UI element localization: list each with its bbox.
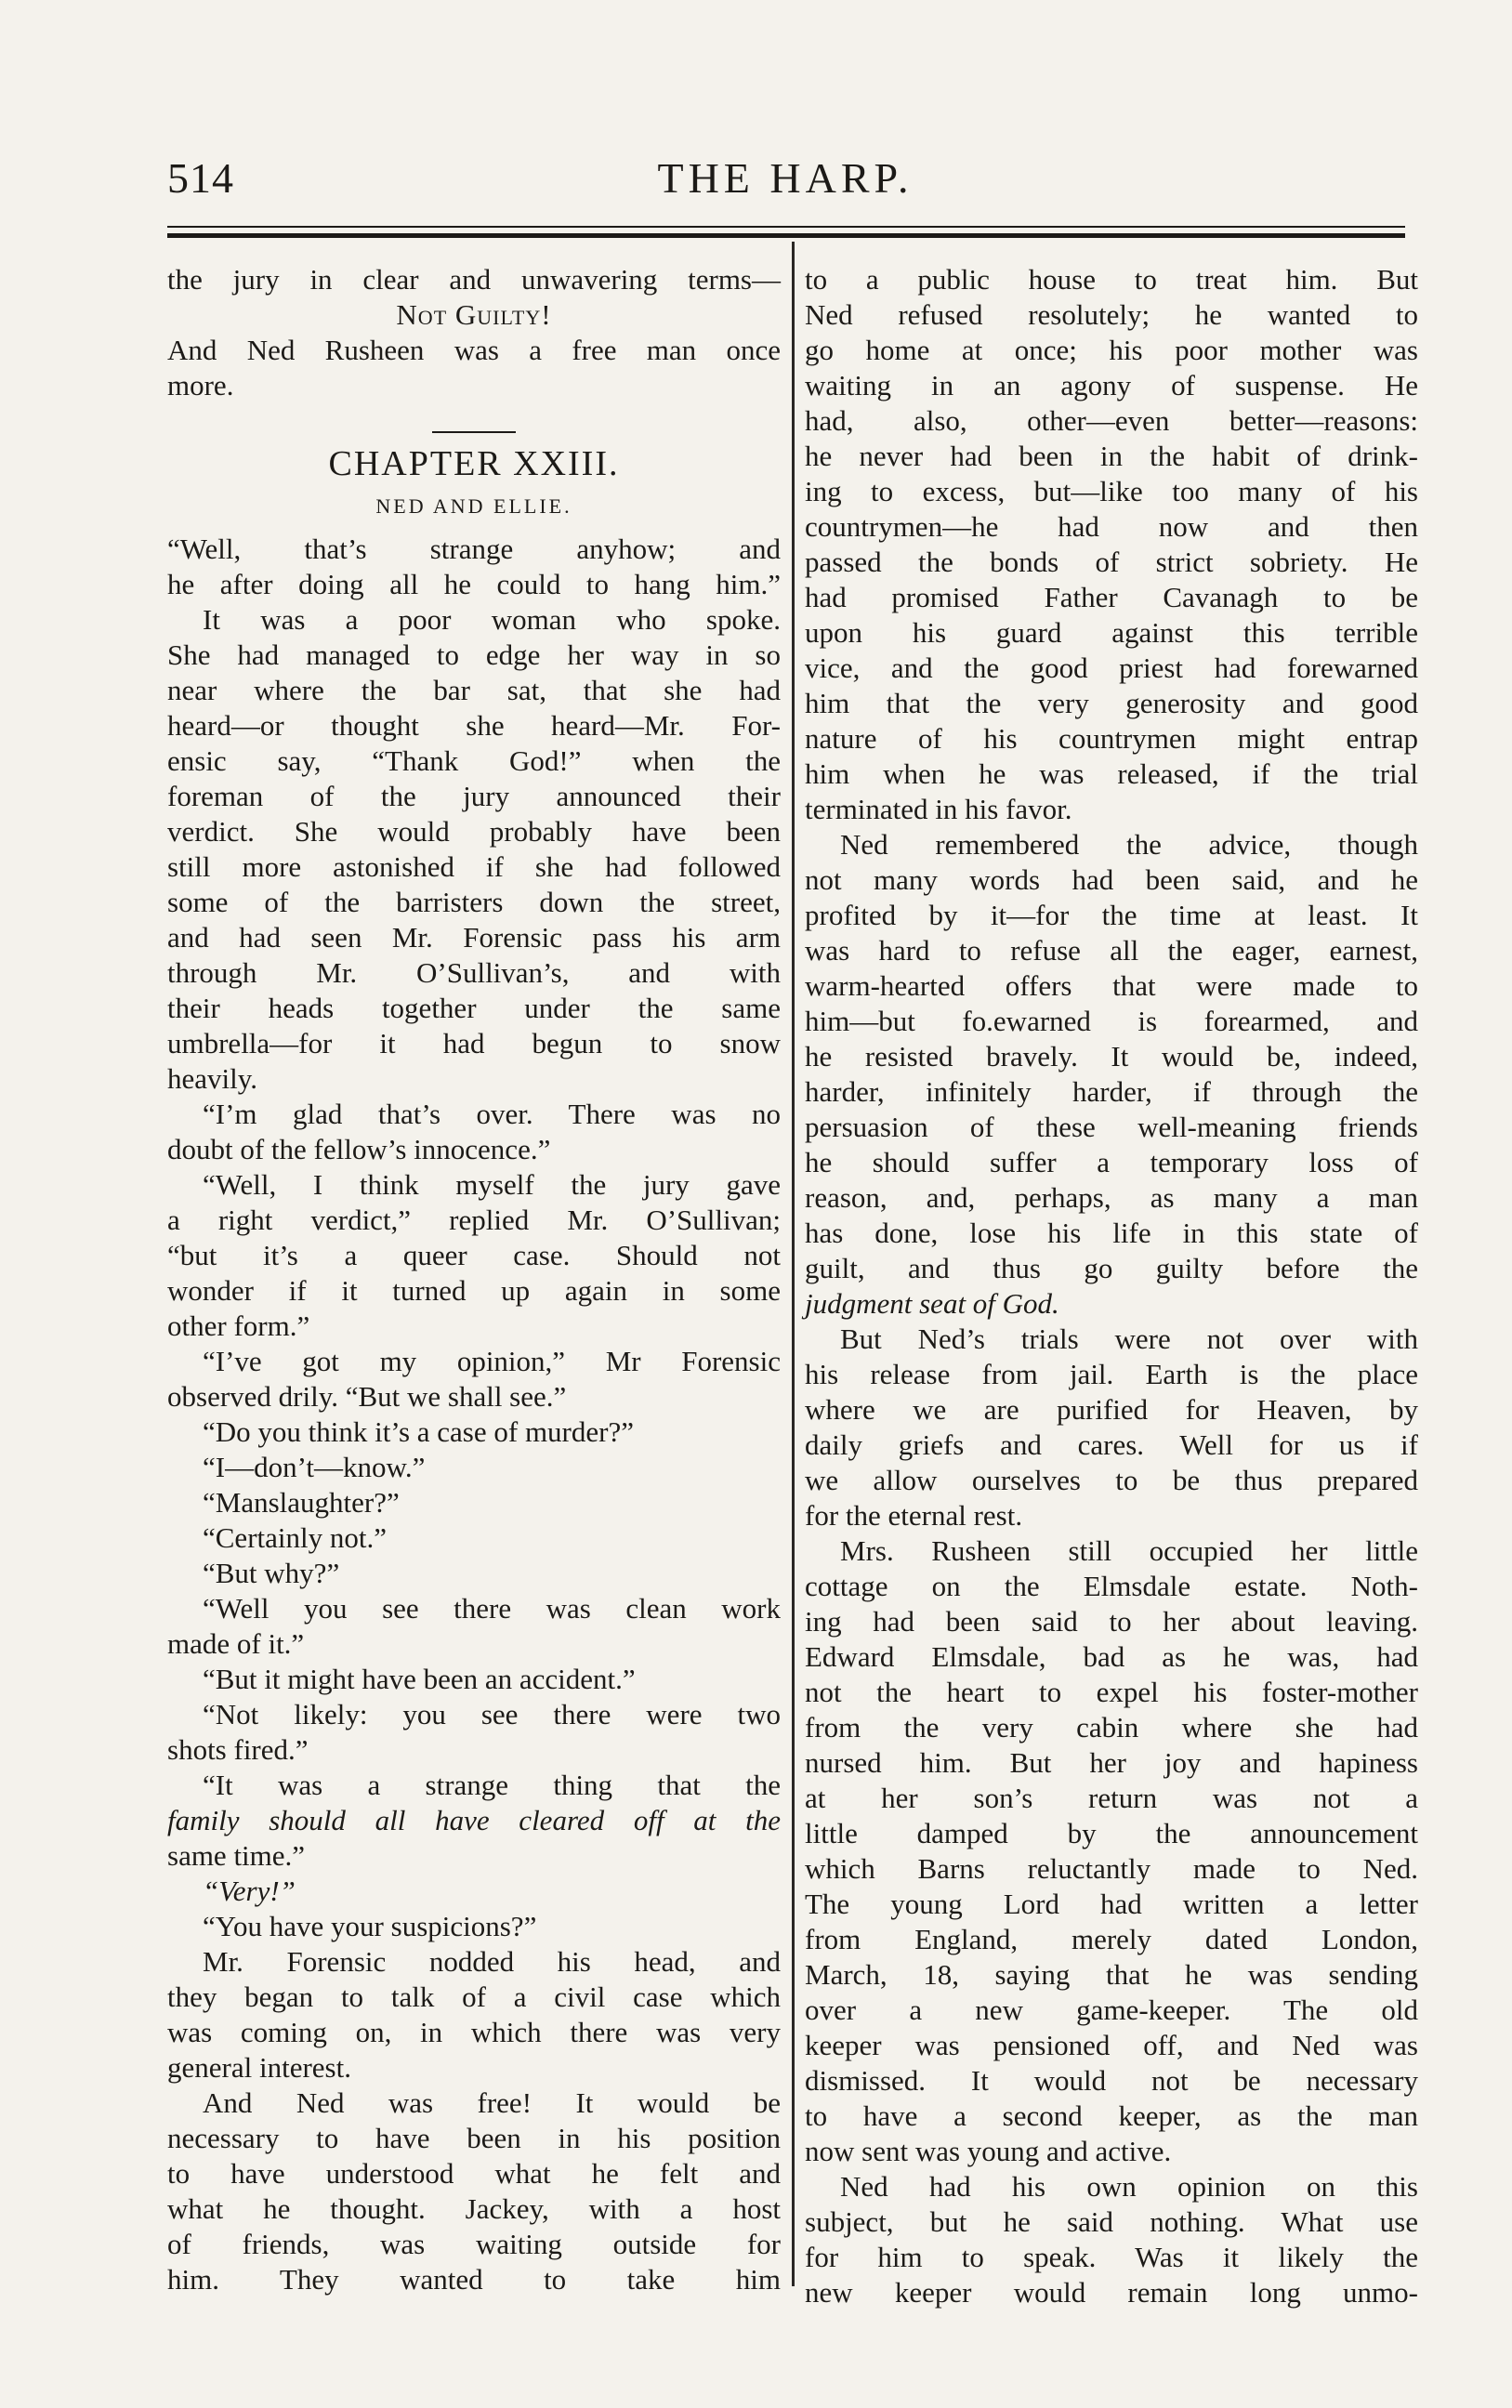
text-line: other form.”: [167, 1309, 310, 1342]
text-line: near where the bar sat, that she had: [167, 674, 781, 706]
left-column: [167, 262, 781, 2297]
text-line: “I’m glad that’s over. There was no: [203, 1098, 781, 1130]
column-divider: [792, 242, 795, 2286]
text-line: harder, infinitely harder, if through the: [805, 1075, 1418, 1108]
text-line: and had seen Mr. Forensic pass his arm: [167, 921, 781, 954]
text-line: him. They wanted to take him: [167, 2263, 781, 2296]
text-line: “But it might have been an accident.”: [203, 1663, 636, 1695]
header-rule-thick: [167, 233, 1405, 238]
text-line: him—but fo.ewarned is forearmed, and: [805, 1005, 1418, 1037]
text-line: necessary to have been in his position: [167, 2122, 781, 2154]
text-line: for the eternal rest.: [805, 1499, 1023, 1532]
text-line: daily griefs and cares. Well for us if: [805, 1428, 1418, 1461]
text-line: little damped by the announcement: [805, 1817, 1418, 1849]
text-line: “I’ve got my opinion,” Mr Forensic: [203, 1345, 781, 1377]
text-line: not many words had been said, and he: [805, 863, 1418, 896]
text-line: But Ned’s trials were not over with: [840, 1322, 1418, 1355]
text-line: The young Lord had written a letter: [805, 1888, 1418, 1920]
text-line: new keeper would remain long unmo-: [805, 2276, 1418, 2309]
text-line: wonder if it turned up again in some: [167, 1274, 781, 1307]
text-line: their heads together under the same: [167, 992, 781, 1024]
text-line: some of the barristers down the street,: [167, 886, 781, 918]
text-line: general interest.: [167, 2051, 351, 2084]
text-line: he should suffer a temporary loss of: [805, 1146, 1418, 1178]
text-line: he resisted bravely. It would be, indeed,: [805, 1040, 1418, 1072]
text-line: we allow ourselves to be thus prepared: [805, 1464, 1418, 1496]
text-line: “but it’s a queer case. Should not: [167, 1239, 781, 1271]
text-line: the jury in clear and unwavering terms—: [167, 263, 781, 296]
text-line: was coming on, in which there was very: [167, 2016, 781, 2048]
text-line: him that the very generosity and good: [805, 687, 1418, 719]
text-line: vice, and the good priest had forewarned: [805, 651, 1418, 684]
text-line: “Well you see there was clean work: [203, 1592, 781, 1625]
text-line: passed the bonds of strict sobriety. He: [805, 546, 1418, 578]
page-header: [167, 153, 1403, 218]
text-line: Mrs. Rusheen still occupied her little: [840, 1534, 1418, 1567]
text-line: dismissed. It would not be necessary: [805, 2064, 1418, 2097]
text-line: for him to speak. Was it likely the: [805, 2241, 1418, 2273]
text-line: what he thought. Jackey, with a host: [167, 2192, 781, 2225]
text-line: a right verdict,” replied Mr. O’Sullivan;: [167, 1204, 781, 1236]
text-line: heavily.: [167, 1062, 257, 1095]
text-line: family should all have cleared off at the: [167, 1804, 781, 1836]
text-line: they began to talk of a civil case which: [167, 1980, 781, 2013]
text-line: umbrella—for it had begun to snow: [167, 1027, 781, 1059]
text-line: And Ned was free! It would be: [203, 2086, 781, 2119]
text-line: where we are purified for Heaven, by: [805, 1393, 1418, 1426]
text-line: through Mr. O’Sullivan’s, and with: [167, 956, 781, 989]
text-line: countrymen—he had now and then: [805, 510, 1418, 543]
text-line: from England, merely dated London,: [805, 1923, 1418, 1955]
text-line: “Certainly not.”: [203, 1521, 387, 1554]
text-line: not the heart to expel his foster-mother: [805, 1676, 1418, 1708]
text-line: persuasion of these well-meaning friends: [805, 1111, 1418, 1143]
text-line: “Manslaughter?”: [203, 1486, 400, 1519]
text-line: to have a second keeper, as the man: [805, 2099, 1418, 2132]
text-line: It was a poor woman who spoke.: [203, 603, 781, 636]
text-line: heard—or thought she heard—Mr. For-: [167, 709, 781, 742]
text-line: of friends, was waiting outside for: [167, 2228, 781, 2260]
text-line: was hard to refuse all the eager, earnest,: [805, 934, 1418, 967]
text-line: foreman of the jury announced their: [167, 780, 781, 812]
text-line: he never had been in the habit of drink-: [805, 440, 1418, 472]
text-line: “Do you think it’s a case of murder?”: [203, 1415, 634, 1448]
chapter-rule: [432, 431, 516, 433]
text-line: judgment seat of God.: [805, 1287, 1059, 1320]
text-line: doubt of the fellow’s innocence.”: [167, 1133, 551, 1165]
text-line: has done, lose his life in this state of: [805, 1217, 1418, 1249]
text-line: to a public house to treat him. But: [805, 263, 1418, 296]
text-line: waiting in an agony of suspense. He: [805, 369, 1418, 401]
text-line: observed drily. “But we shall see.”: [167, 1380, 567, 1413]
page-number: 514: [167, 154, 234, 202]
text-line: still more astonished if she had followed: [167, 850, 781, 883]
text-line: terminated in his favor.: [805, 793, 1072, 825]
text-line: “You have your suspicions?”: [203, 1910, 537, 1942]
text-line: him when he was released, if the trial: [805, 757, 1418, 790]
verdict-line: Not Guilty!: [396, 298, 552, 331]
text-line: Edward Elmsdale, bad as he was, had: [805, 1640, 1418, 1673]
text-line: “Not likely: you see there were two: [203, 1698, 781, 1730]
text-line: ensic say, “Thank God!” when the: [167, 744, 781, 777]
text-line: ing had been said to her about leaving.: [805, 1605, 1418, 1638]
text-line: more.: [167, 369, 234, 401]
text-line: now sent was young and active.: [805, 2135, 1172, 2167]
text-line: “It was a strange thing that the: [203, 1769, 781, 1801]
text-line: at her son’s return was not a: [805, 1782, 1418, 1814]
text-line: had promised Father Cavanagh to be: [805, 581, 1418, 613]
text-line: She had managed to edge her way in so: [167, 638, 781, 671]
text-line: subject, but he said nothing. What use: [805, 2205, 1418, 2238]
text-line: nursed him. But her joy and hapiness: [805, 1746, 1418, 1779]
text-line: nature of his countrymen might entrap: [805, 722, 1418, 755]
text-line: to have understood what he felt and: [167, 2157, 781, 2190]
text-line: Ned had his own opinion on this: [840, 2170, 1418, 2203]
text-line: reason, and, perhaps, as many a man: [805, 1181, 1418, 1214]
text-line: go home at once; his poor mother was: [805, 334, 1418, 366]
chapter-subtitle: NED AND ELLIE.: [375, 494, 572, 518]
text-line: cottage on the Elmsdale estate. Noth-: [805, 1570, 1418, 1602]
right-column: [805, 262, 1418, 2310]
text-line: “Very!”: [203, 1875, 296, 1907]
text-line: guilt, and thus go guilty before the: [805, 1252, 1418, 1284]
text-line: warm-hearted offers that were made to: [805, 969, 1418, 1002]
text-line: over a new game-keeper. The old: [805, 1994, 1418, 2026]
text-line: his release from jail. Earth is the place: [805, 1358, 1418, 1390]
text-line: “Well, I think myself the jury gave: [203, 1168, 781, 1201]
text-line: March, 18, saying that he was sending: [805, 1958, 1418, 1991]
text-line: made of it.”: [167, 1627, 305, 1660]
text-line: “But why?”: [203, 1557, 340, 1589]
header-rule-thin: [167, 226, 1405, 228]
text-line: shots fired.”: [167, 1733, 309, 1766]
text-line: Mr. Forensic nodded his head, and: [203, 1945, 781, 1978]
text-line: “I—don’t—know.”: [203, 1451, 426, 1483]
chapter-title: CHAPTER XXIII.: [328, 444, 620, 483]
text-line: same time.”: [167, 1839, 306, 1872]
text-line: from the very cabin where she had: [805, 1711, 1418, 1743]
text-line: profited by it—for the time at least. It: [805, 899, 1418, 931]
text-line: And Ned Rusheen was a free man once: [167, 334, 781, 366]
text-line: which Barns reluctantly made to Ned.: [805, 1852, 1418, 1885]
text-line: upon his guard against this terrible: [805, 616, 1418, 649]
text-line: ing to excess, but—like too many of his: [805, 475, 1418, 507]
text-line: “Well, that’s strange anyhow; and: [167, 533, 781, 565]
text-line: he after doing all he could to hang him.”: [167, 568, 781, 600]
text-line: keeper was pensioned off, and Ned was: [805, 2029, 1418, 2061]
text-line: verdict. She would probably have been: [167, 815, 781, 848]
text-line: had, also, other—even better—reasons:: [805, 404, 1418, 437]
text-line: Ned refused resolutely; he wanted to: [805, 298, 1418, 331]
text-line: Ned remembered the advice, though: [840, 828, 1418, 861]
running-title: THE HARP.: [657, 154, 914, 202]
